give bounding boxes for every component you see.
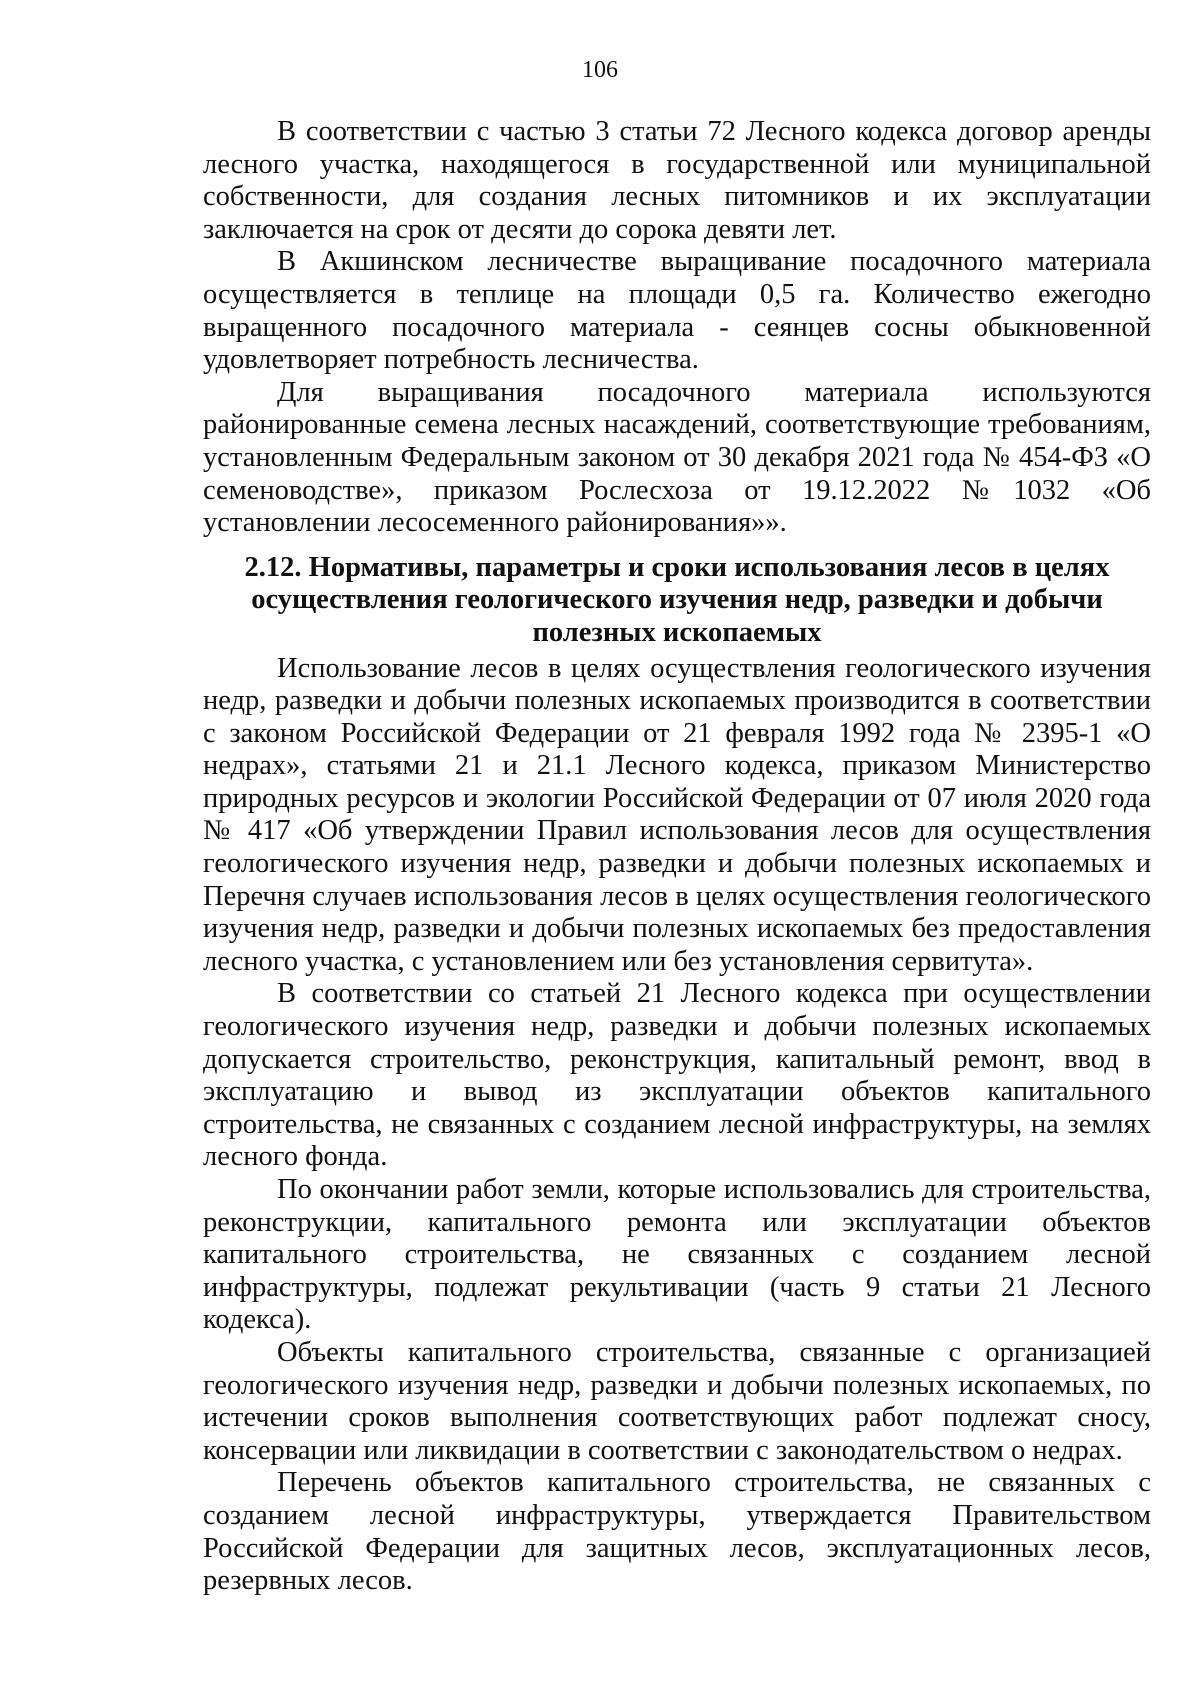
paragraph-lease-term: В соответствии с частью 3 статьи 72 Лесного кодекса договор аренды лесного участка, находящегося в государственной или муниципальной собственности, для создания лесных питомников и их эксплуатации заключается на срок от десяти до сорока девяти лет. xyxy=(203,116,1151,245)
paragraph-demolition: Объекты капитального строительства, связанные с организацией геологического изучения недр, разведки и добычи полезных ископаемых, по истечении сроков выполнения соответствующих работ подлежат сносу, консервации или ликвидации в соответствии с законодательством о недрах. xyxy=(203,1336,1151,1466)
page-number: 106 xyxy=(582,57,618,83)
paragraph-akshinsky-nursery: В Акшинском лесничестве выращивание посадочного материала осуществляется в теплице на площади 0,5 га. Количество ежегодно выращенного посадочного материала - сеянцев сосны обыкновенной удовлетворяет потребность лесничества. xyxy=(203,246,1151,376)
paragraph-recultivation: По окончании работ земли, которые использовались для строительства, реконструкции, капитального ремонта или эксплуатации объектов капитального строительства, не связанных с созданием лесной инфраструктуры, подлежат рекультивации (часть 9 статьи 21 Лесного кодекса). xyxy=(203,1174,1151,1336)
document-body xyxy=(203,116,1151,1598)
paragraph-zoned-seeds: Для выращивания посадочного материала используются районированные семена лесных насаждений, соответствующие требованиям, установленным Федеральным законом от 30 декабря 2021 года № 454-ФЗ «О семеноводстве», приказом Рослесхоза от 19.12.2022 №1032 «Об установлении лесосеменного районирования»». xyxy=(203,376,1151,539)
paragraph-construction-allowed: В соответствии со статьей 21 Лесного кодекса при осуществлении геологического изучения недр, разведки и добычи полезных ископаемых допускается строительство, реконструкция, капитальный ремонт, ввод в эксплуатацию и вывод из эксплуатации объектов капитального строительства, не связанных с созданием лесной инфраструктуры, на землях лесного фонда. xyxy=(203,978,1151,1173)
paragraph-geological-use: Использование лесов в целях осуществления геологического изучения недр, разведки и добычи полезных ископаемых производится в соответствии с законом Российской Федерации от 21 февраля 1992 года № 2395-1 «О недрах», статьями 21 и 21.1 Лесного кодекса, приказом Министерство природных ресурсов и экологии Российской Федерации от 07 июля 2020 года № 417 «Об утверждении Правил использования лесов для осуществления геологического изучения недр, разведки и добычи полезных ископаемых и Перечня случаев использования лесов в целях осуществления геологического изучения недр, разведки и добычи полезных ископаемых без предоставления лесного участка, с установлением или без установления сервитута». xyxy=(203,652,1151,977)
paragraph-objects-list: Перечень объектов капитального строительства, не связанных с созданием лесной инфраструктуры, утверждается Правительством Российской Федерации для защитных лесов, эксплуатационных лесов, резервных лесов. xyxy=(203,1467,1151,1597)
section-heading: 2.12. Нормативы, параметры и сроки использования лесов в целях осуществления геологического изучения недр, разведки и добычи полезных ископаемых xyxy=(244,551,1110,648)
